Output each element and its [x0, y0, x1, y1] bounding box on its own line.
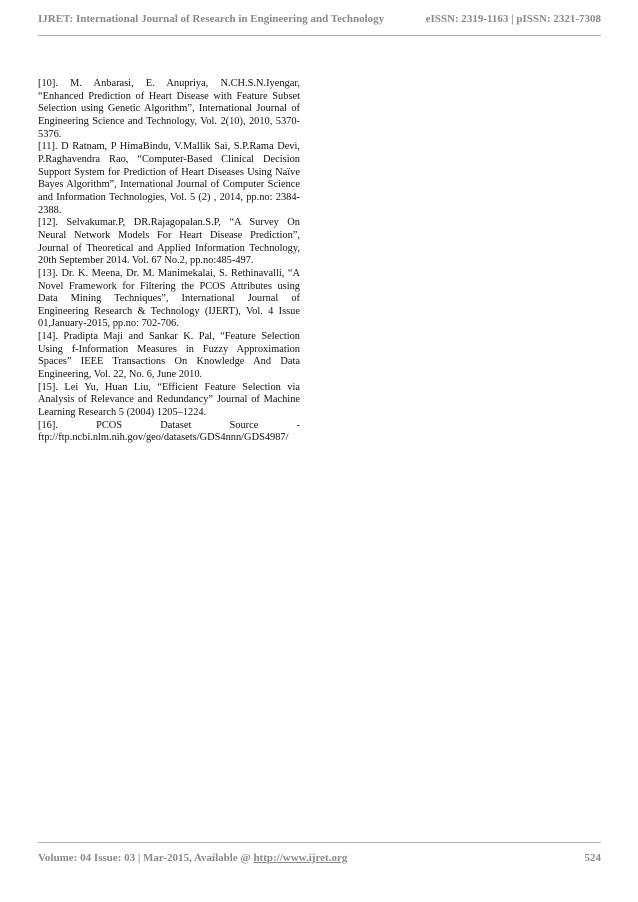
reference-item: [15]. Lei Yu, Huan Liu, “Efficient Feature Selection via Analysis of Relevance and Redundancy” Journal of Machine Learning Research 5 (2004) 1205–1224.	[38, 381, 300, 419]
reference-item: [13]. Dr. K. Meena, Dr. M. Manimekalai, S. Rethinavalli, “A Novel Framework for Filtering the PCOS Attributes using Data Mining Techniques”, International Journal of Engineering Research & Technology (IJERT), Vol. 4 Issue 01,January-2015, pp.no: 702-706.	[38, 267, 300, 330]
footer-rule	[38, 842, 601, 843]
journal-name: IJRET: International Journal of Research in Engineering and Technology	[38, 13, 385, 25]
reference-url: ftp://ftp.ncbi.nlm.nih.gov/geo/datasets/GDS4nnn/GDS4987/	[38, 432, 289, 444]
issn-label: eISSN: 2319-1163 | pISSN: 2321-7308	[425, 13, 601, 25]
reference-dash: -	[296, 419, 300, 431]
page-number: 524	[584, 852, 601, 864]
reference-word: PCOS	[96, 419, 123, 431]
header-rule	[38, 35, 601, 36]
reference-item: [12]. Selvakumar.P, DR.Rajagopalan.S.P, “A Survey On Neural Network Models For Heart Disease Prediction”, Journal of Theoretical and Applied Information Technology, 20th September 2014. Vol. 67 No.2, pp.no:485-497.	[38, 217, 300, 267]
footer-issue-info	[38, 852, 347, 864]
reference-item: [11]. D Ratnam, P HimaBindu, V.Mallik Sai, S.P.Rama Devi, P.Raghavendra Rao, “Computer-Based Clinical Decision Support System for Prediction of Heart Diseases Using Naïve Bayes Algorithm”, International Journal of Computer Science and Information Technologies, Vol. 5 (2) , 2014, pp.no: 2384-2388.	[38, 141, 300, 216]
reference-number: [16].	[38, 419, 58, 431]
footer-issue-text: Volume: 04 Issue: 03 | Mar-2015, Available @	[38, 852, 254, 864]
reference-item-last	[38, 420, 300, 445]
journal-link[interactable]: http://www.ijret.org	[253, 852, 348, 864]
reference-word: Source	[229, 419, 259, 431]
references-list	[38, 78, 300, 445]
reference-item: [10]. M. Anbarasi, E. Anupriya, N.CH.S.N.Iyengar, “Enhanced Prediction of Heart Disease with Feature Subset Selection using Genetic Algorithm”, International Journal of Engineering Science and Technology, Vol. 2(10), 2010, 5370-5376.	[38, 78, 300, 140]
reference-word: Dataset	[160, 419, 192, 431]
reference-item: [14]. Pradipta Maji and Sankar K. Pal, “Feature Selection Using f-Information Measures in Fuzzy Approximation Spaces” IEEE Transactions On Knowledge And Data Engineering, Vol. 22, No. 6, June 2010.	[38, 331, 300, 381]
